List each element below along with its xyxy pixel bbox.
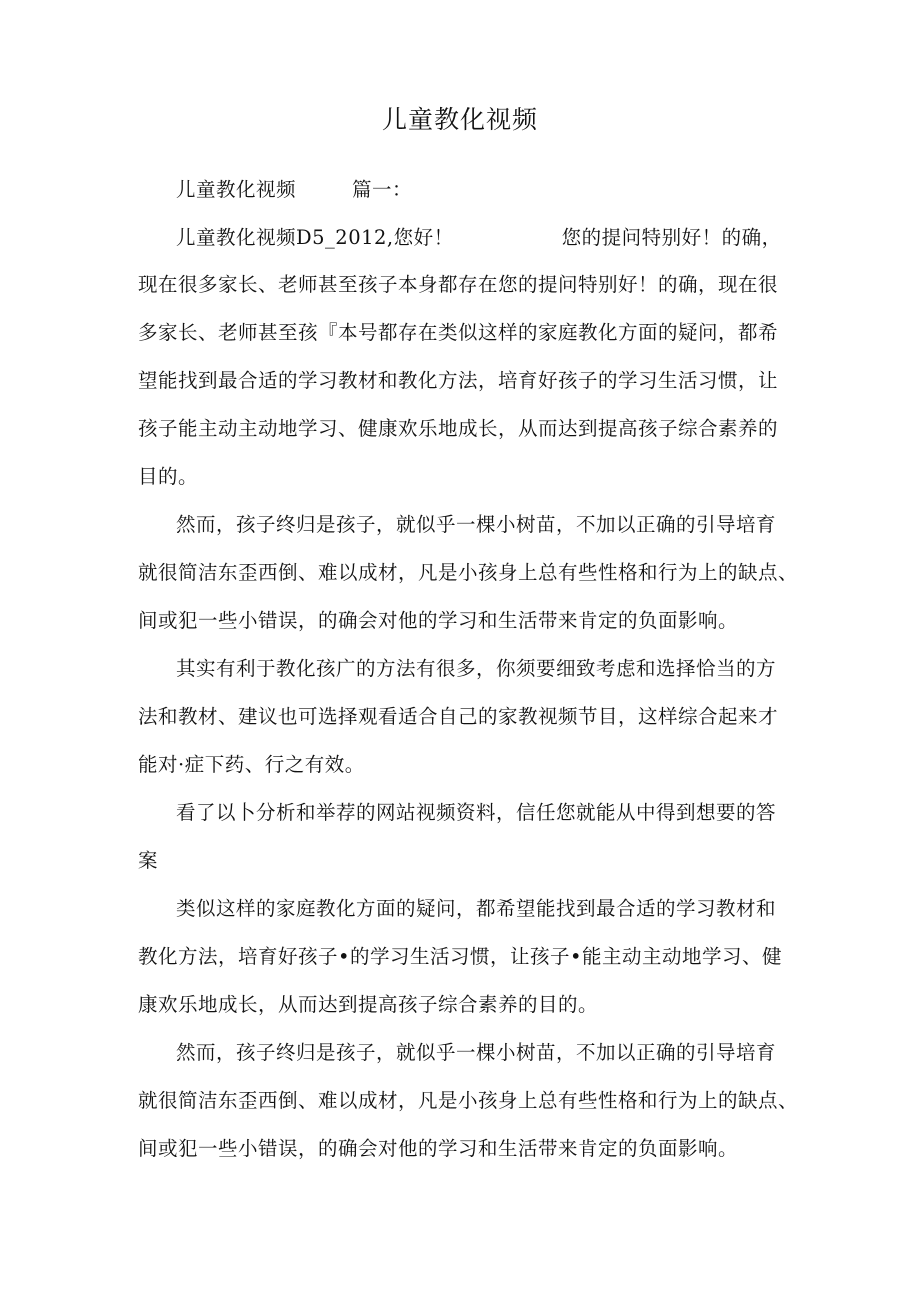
- greeting-continuation: 您的提问特别好！的确，: [561, 226, 782, 249]
- paragraph-1-line-3: 多家长、老师甚至孩『本号都存在类似这样的家庭教化方面的疑问，都希: [138, 321, 779, 344]
- paragraph-2-line-1: 然而，孩子终归是孩子，就似乎一棵小树苗，不加以正确的引导培育: [176, 513, 777, 536]
- paragraph-2-line-2: 就很简洁东歪西倒、难以成材，凡是小孩身上总有些性格和行为上的缺点、: [138, 561, 799, 584]
- subheading-section: 篇一：: [352, 178, 413, 201]
- paragraph-1-line-1: [176, 223, 782, 253]
- paragraph-6-line-2: 就很简洁东歪西倒、难以成材，凡是小孩身上总有些性格和行为上的缺点、: [138, 1089, 799, 1112]
- paragraph-6-line-1: 然而，孩子终归是孩子，就似乎一棵小树苗，不加以正确的引导培育: [176, 1041, 777, 1064]
- paragraph-3-line-2: 法和教材、建议也可选择观看适合自己的家教视频节目，这样综合起来才: [138, 705, 779, 728]
- page-title: 儿童教化视频: [381, 105, 538, 134]
- paragraph-4-line-2: 案: [138, 849, 159, 872]
- paragraph-1-line-5: 孩子能主动主动地学习、健康欢乐地成长，从而达到提高孩子综合素养的: [138, 417, 779, 440]
- paragraph-4-line-1: 看了以卜分析和举荐的网站视频资料，信任您就能从中得到想要的答: [176, 801, 777, 824]
- paragraph-1-line-4: 望能找到最合适的学习教材和教化方法，培育好孩子的学习生活习惯，让: [138, 369, 779, 392]
- paragraph-5-line-3: 康欢乐地成长，从而达到提高孩子综合素养的目的。: [138, 993, 599, 1016]
- subheading: [176, 175, 412, 205]
- paragraph-3-line-1: 其实有利于教化孩广的方法有很多，你须要细致考虑和选择恰当的方: [176, 657, 777, 680]
- paragraph-1-line-6: 目的。: [138, 465, 199, 488]
- paragraph-3-line-3: 能对·症下药、行之有效。: [138, 753, 365, 776]
- paragraph-5-line-2: 教化方法，培育好孩子•的学习生活习惯，让孩子•能主动主动地学习、健: [138, 945, 783, 968]
- paragraph-1-line-2: 现在很多家长、老师甚至孩子本身都存在您的提问特别好！的确，现在很: [138, 273, 779, 296]
- subheading-name: 儿童教化视频: [176, 178, 297, 201]
- greeting-text: 儿童教化视频D5_2012,您好！: [176, 226, 454, 249]
- paragraph-2-line-3: 间或犯一些小错误，的确会对他的学习和生活带来肯定的负面影响。: [138, 609, 739, 632]
- paragraph-6-line-3: 间或犯一些小错误，的确会对他的学习和生活带来肯定的负面影响。: [138, 1137, 739, 1160]
- paragraph-5-line-1: 类似这样的家庭教化方面的疑问，都希望能找到最合适的学习教材和: [176, 897, 777, 920]
